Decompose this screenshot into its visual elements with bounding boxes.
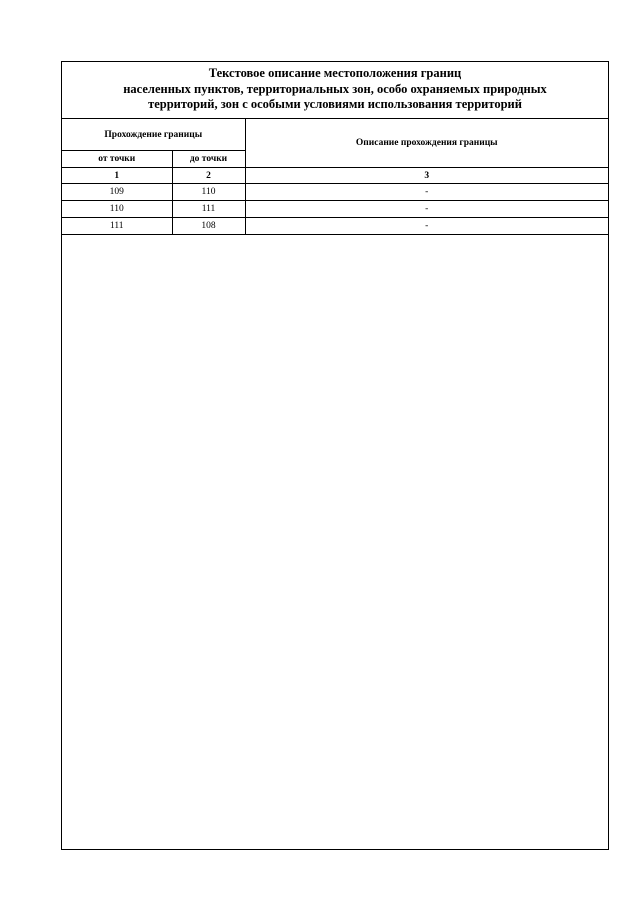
title-line-3: территорий, зон с особыми условиями использования территорий xyxy=(148,97,522,111)
cell-from: 111 xyxy=(62,218,172,235)
table-row xyxy=(62,184,608,201)
table-row xyxy=(62,218,608,235)
document-frame xyxy=(61,61,609,850)
cell-to: 110 xyxy=(172,184,245,201)
header-to-point: до точки xyxy=(172,151,245,168)
table-row xyxy=(62,201,608,218)
title-line-1: Текстовое описание местоположения границ xyxy=(208,66,462,80)
cell-description: - xyxy=(245,184,608,201)
table-header-row xyxy=(62,119,608,151)
cell-description: - xyxy=(245,218,608,235)
column-number-2: 2 xyxy=(172,168,245,184)
cell-from: 110 xyxy=(62,201,172,218)
header-boundary-passage: Прохождение границы xyxy=(62,119,245,151)
cell-to: 108 xyxy=(172,218,245,235)
column-number-3: 3 xyxy=(245,168,608,184)
cell-from: 109 xyxy=(62,184,172,201)
cell-to: 111 xyxy=(172,201,245,218)
cell-description: - xyxy=(245,201,608,218)
title-line-2: населенных пунктов, территориальных зон, особо охраняемых природных xyxy=(123,81,547,96)
boundary-table xyxy=(62,118,608,235)
header-from-point: от точки xyxy=(62,151,172,168)
column-number-1: 1 xyxy=(62,168,172,184)
table-column-numbers-row xyxy=(62,168,608,184)
header-boundary-description: Описание прохождения границы xyxy=(245,119,608,168)
document-title xyxy=(62,62,608,119)
